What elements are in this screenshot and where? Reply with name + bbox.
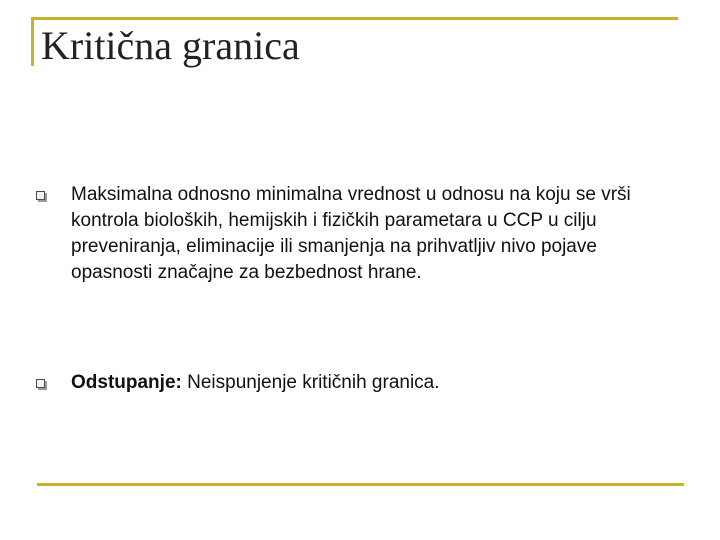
checkbox-square-icon [36, 191, 45, 200]
bullet-text-2 [71, 370, 671, 396]
top-rule [31, 17, 678, 20]
bullet-definition: Neispunjenje kritičnih granica. [181, 372, 440, 393]
left-rule [31, 17, 34, 66]
checkbox-square-icon [36, 379, 45, 388]
bullet-text-1: Maksimalna odnosno minimalna vrednost u odnosu na koju se vrši kontrola bioloških, hemijskih i fizičkih parametara u CCP u cilju preveniranja, eliminacije ili smanjenja na prihvatljiv nivo pojave opasnosti značajne za bezbednost hrane. [71, 184, 631, 283]
bottom-rule [37, 483, 684, 486]
bullet-term: Odstupanje: [71, 372, 182, 393]
slide-title: Kritična granica [41, 23, 300, 68]
